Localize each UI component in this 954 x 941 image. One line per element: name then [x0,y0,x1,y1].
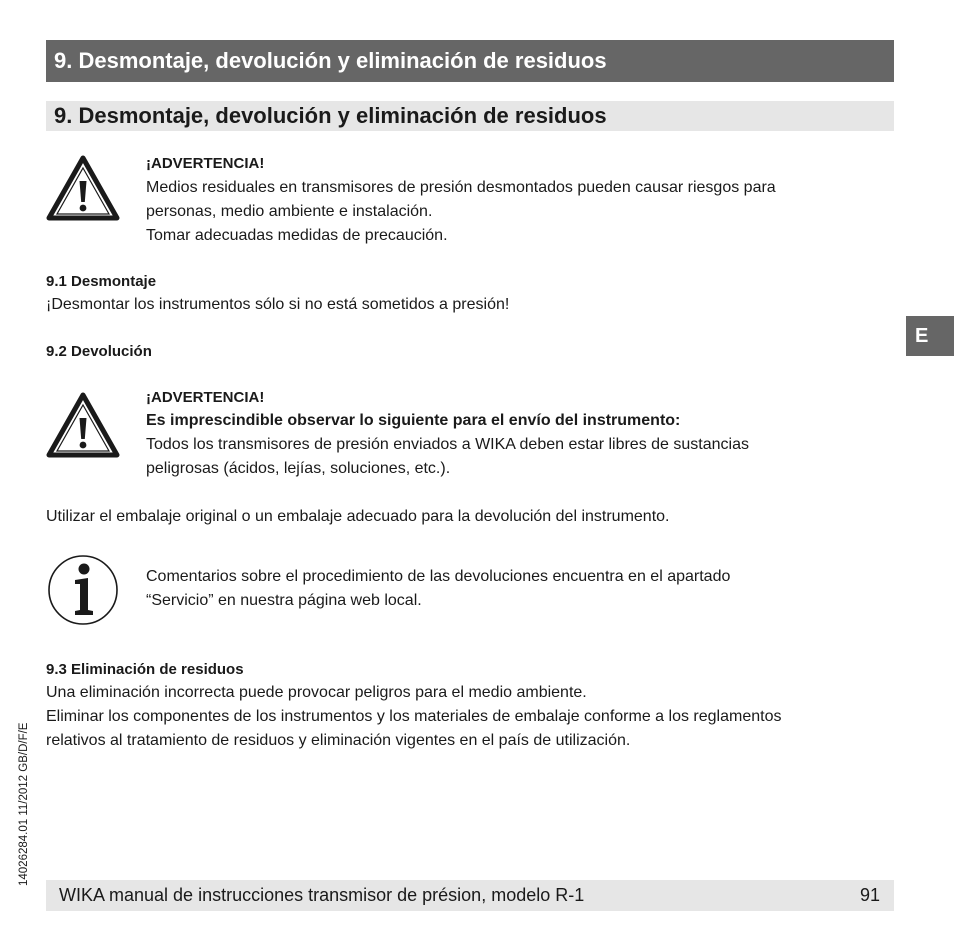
section-9-3-heading: 9.3 Eliminación de residuos [46,661,244,678]
info-line1: Comentarios sobre el procedimiento de las devoluciones encuentra en el apartado [146,568,731,585]
warning1-title: ¡ADVERTENCIA! [146,155,265,172]
warning1-line1: Medios residuales en transmisores de presión desmontados pueden causar riesgos para [146,179,776,196]
section-9-1-heading: 9.1 Desmontaje [46,273,157,290]
warning-triangle-icon [46,154,120,222]
info-icon [47,554,119,626]
info-line2: “Servicio” en nuestra página web local. [146,592,422,609]
section-9-2-text: Utilizar el embalaje original o un embalaje adecuado para la devolución del instrumento. [46,508,670,525]
warning2-title: ¡ADVERTENCIA! [146,389,265,406]
document-code: 14026284.01 11/2012 GB/D/F/E [18,722,30,886]
section-title-dark: 9. Desmontaje, devolución y eliminación de residuos [46,40,894,82]
section-title-light: 9. Desmontaje, devolución y eliminación de residuos [46,101,894,131]
warning-triangle-icon [46,391,120,459]
footer-text: WIKA manual de instrucciones transmisor de présion, modelo R-1 [59,885,585,905]
warning2-line2: peligrosas (ácidos, lejías, soluciones, etc.). [146,460,451,477]
warning1-line3: Tomar adecuadas medidas de precaución. [146,227,448,244]
section-9-2-heading: 9.2 Devolución [46,343,152,360]
warning1-line2: personas, medio ambiente e instalación. [146,203,433,220]
section-9-3-line3: relativos al tratamiento de residuos y eliminación vigentes en el país de utilización. [46,732,631,749]
section-9-3-line1: Una eliminación incorrecta puede provocar peligros para el medio ambiente. [46,684,587,701]
language-tab-e[interactable]: E [906,316,954,356]
section-9-1-text: ¡Desmontar los instrumentos sólo si no está sometidos a presión! [46,296,510,313]
section-9-3-line2: Eliminar los componentes de los instrumentos y los materiales de embalaje conforme a los reglamentos [46,708,782,725]
page-footer [46,880,894,911]
warning2-subtitle: Es imprescindible observar lo siguiente para el envío del instrumento: [146,412,681,429]
warning2-line1: Todos los transmisores de presión enviados a WIKA deben estar libres de sustancias [146,436,749,453]
page-number: 91 [859,885,880,905]
